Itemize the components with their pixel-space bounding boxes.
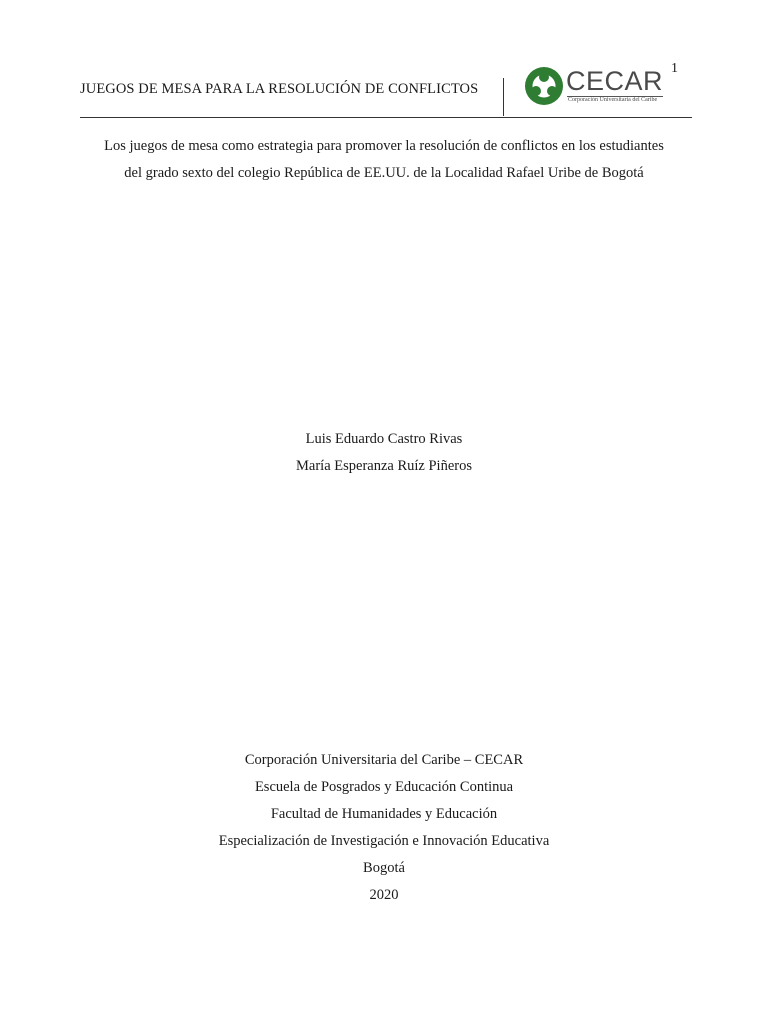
author-name: Luis Eduardo Castro Rivas [305, 431, 463, 447]
logo-subtitle: Corporación Universitaria del Caribe [568, 97, 658, 103]
document-title [0, 133, 768, 187]
institution-info [0, 747, 768, 909]
cecar-logo [524, 66, 672, 108]
program-name: Especialización de Investigación e Innovación Educativa [218, 833, 550, 849]
page-number: 1 [671, 61, 678, 76]
authors [0, 426, 768, 480]
logo-wordmark: CECAR [566, 66, 664, 96]
faculty-name: Facultad de Humanidades y Educación [270, 806, 498, 822]
header-vertical-divider [503, 78, 504, 116]
year: 2020 [369, 887, 399, 903]
title-line: del grado sexto del colegio República de EE.UU. de la Localidad Rafael Uribe de Bogotá [124, 165, 644, 181]
author-name: María Esperanza Ruíz Piñeros [296, 458, 472, 474]
institution-name: Corporación Universitaria del Caribe – CECAR [244, 752, 524, 768]
title-line: Los juegos de mesa como estrategia para promover la resolución de conflictos en los estudiantes [104, 138, 664, 154]
city: Bogotá [363, 860, 405, 876]
running-header-title: JUEGOS DE MESA PARA LA RESOLUCIÓN DE CONFLICTOS [80, 81, 479, 97]
cecar-emblem-icon [524, 66, 564, 106]
school-name: Escuela de Posgrados y Educación Continua [254, 779, 514, 795]
header-rule [80, 117, 692, 118]
